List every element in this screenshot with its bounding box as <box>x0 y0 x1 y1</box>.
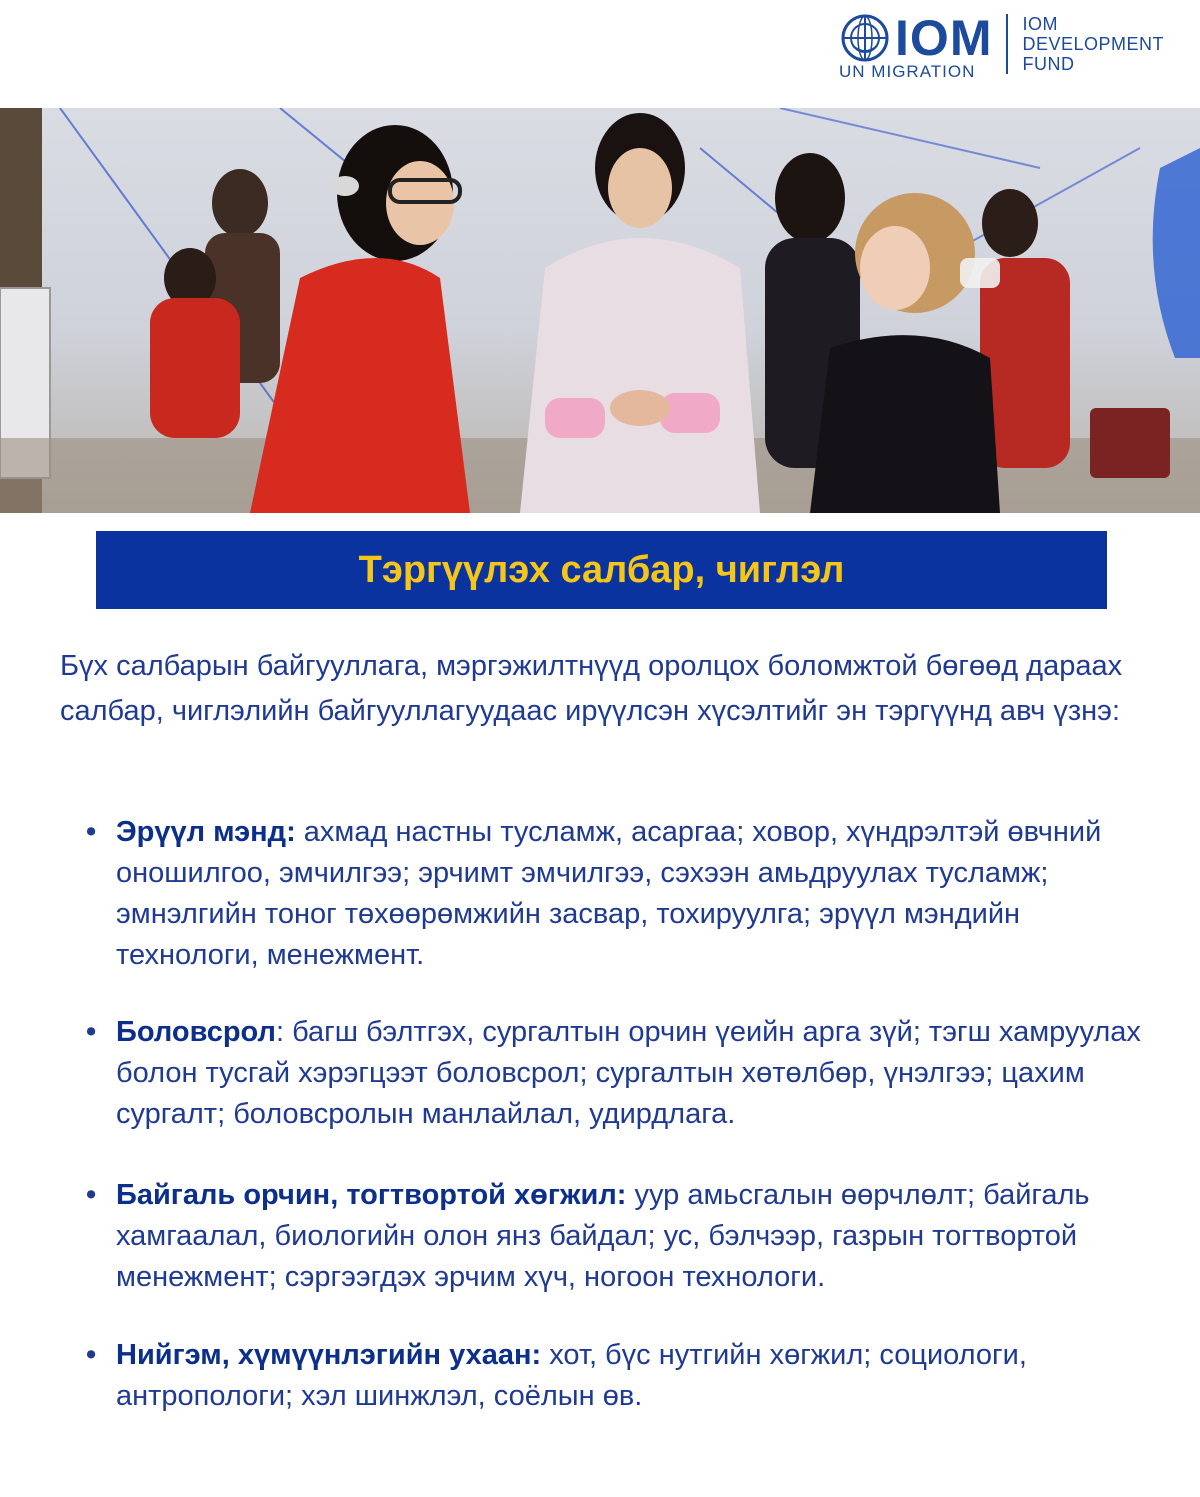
section-title-banner <box>96 531 1107 609</box>
un-migration-tagline: UN MIGRATION <box>839 62 976 81</box>
bullet-icon: • <box>86 816 97 848</box>
iom-wordmark: IOM <box>895 10 993 66</box>
sector-description: ахмад настны тусламж, асаргаа; ховор, хүндрэлтэй өвчний оношилгоо, эмчилгээ; эрчимт эмчилгээ, сэхээн амьдруулах тусламж; эмнэлгийн тоног төхөөрөмжийн засвар, тохируулга; эрүүл мэндийн технологи, менежмент. <box>116 816 1102 971</box>
list-item <box>86 812 1146 976</box>
sector-label: Нийгэм, хүмүүнлэгийн ухаан: <box>116 1339 542 1371</box>
list-item <box>86 1335 1146 1417</box>
sector-description: : багш бэлтгэх, сургалтын орчин үеийн арга зүй; тэгш хамруулах болон тусгай хэрэгцээт боловсрол; сургалтын хөтөлбөр, үнэлгээ; цахим сургалт; боловсролын манлайлал, удирдлага. <box>116 1016 1141 1130</box>
development-fund-text <box>1022 12 1164 74</box>
sector-description: хот, бүс нутгийн хөгжил; социологи, антропологи; хэл шинжлэл, соёлын өв. <box>116 1339 1027 1412</box>
fund-line: IOM <box>1022 14 1058 34</box>
bullet-icon: • <box>86 1179 97 1211</box>
sector-label: Байгаль орчин, тогтвортой хөгжил: <box>116 1179 627 1211</box>
intro-paragraph: Бүх салбарын байгууллага, мэргэжилтнүүд оролцох боломжтой бөгөөд дараах салбар, чиглэлийн байгууллагуудаас ирүүлсэн хүсэлтийг эн тэргүүнд авч үзнэ: <box>60 650 1123 727</box>
bullet-icon: • <box>86 1339 97 1371</box>
priority-sectors-list <box>86 812 1146 1417</box>
iom-logo <box>839 12 992 82</box>
logo-divider <box>1006 14 1008 74</box>
list-item <box>86 1175 1146 1298</box>
bullet-icon: • <box>86 1016 97 1048</box>
list-item <box>86 1012 1146 1135</box>
sector-label: Боловсрол <box>116 1016 276 1048</box>
fund-line: DEVELOPMENT <box>1022 34 1164 54</box>
sector-label: Эрүүл мэнд: <box>116 816 296 848</box>
header <box>0 0 1200 108</box>
un-globe-icon <box>839 12 891 64</box>
section-title: Тэргүүлэх салбар, чиглэл <box>358 548 845 591</box>
sector-description: уур амьсгалын өөрчлөлт; байгаль хамгаалал, биологийн олон янз байдал; ус, бэлчээр, газрын тогтвортой менежмент; сэргээгдэх эрчим хүч, ногоон технологи. <box>116 1179 1090 1293</box>
iom-development-fund-logo <box>839 10 1164 81</box>
fund-line: FUND <box>1022 54 1075 74</box>
event-photo <box>0 108 1200 513</box>
